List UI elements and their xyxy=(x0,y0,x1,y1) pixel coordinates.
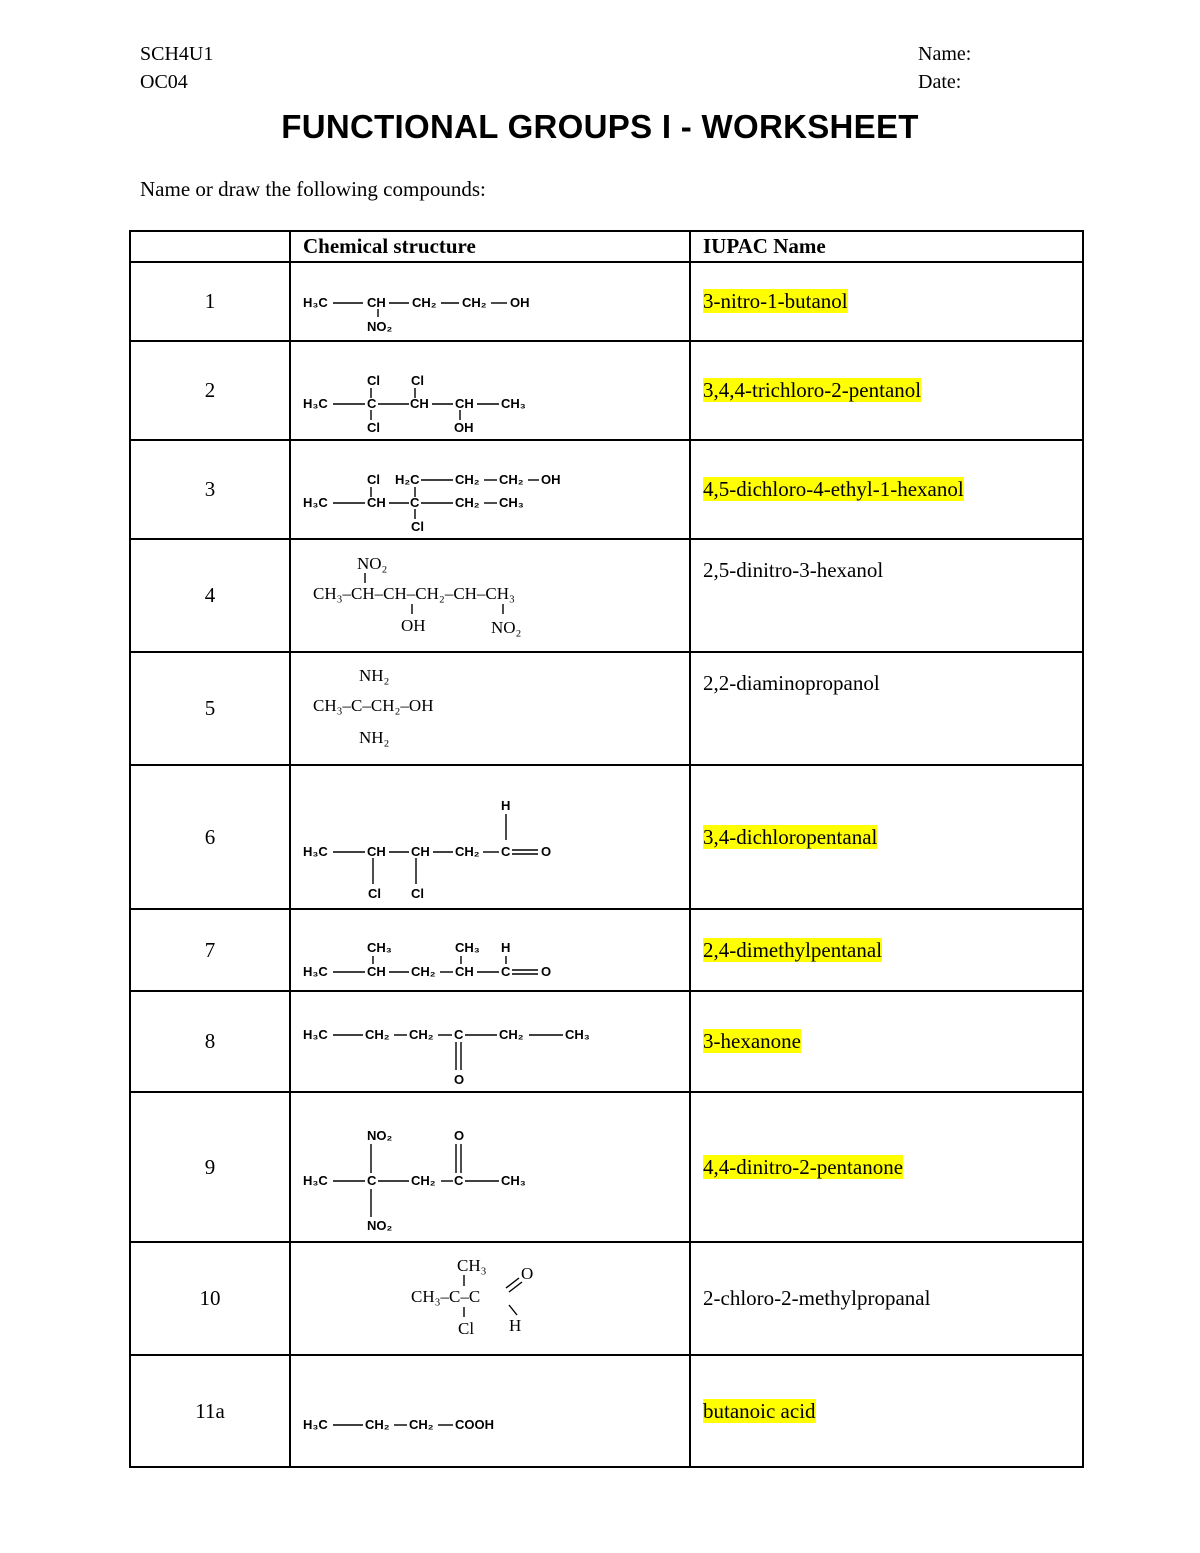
svg-text:CH₃–C–CH₂–OH: CH₃–C–CH₂–OH xyxy=(313,696,434,715)
answer-text: 3-nitro-1-butanol xyxy=(703,289,848,313)
svg-text:CH₃: CH₃ xyxy=(457,1256,487,1275)
svg-text:H₃C: H₃C xyxy=(303,295,328,310)
svg-text:C: C xyxy=(367,1173,377,1188)
answer-text: 4,4-dinitro-2-pentanone xyxy=(703,1154,904,1179)
structure-drawing-3 xyxy=(291,441,687,538)
date-label: Date: xyxy=(918,71,962,93)
structure-drawing-11a xyxy=(291,1356,687,1466)
svg-text:COOH: COOH xyxy=(455,1417,494,1432)
svg-text:H₃C: H₃C xyxy=(303,396,328,411)
svg-text:OH: OH xyxy=(541,472,561,487)
svg-text:CH: CH xyxy=(410,396,429,411)
svg-text:CH₂: CH₂ xyxy=(409,1417,434,1432)
svg-text:Cl: Cl xyxy=(367,420,380,435)
row-number: 8 xyxy=(130,991,290,1092)
chemical-structure xyxy=(290,765,690,909)
column-header-structure: Chemical structure xyxy=(290,231,690,262)
table-row xyxy=(130,262,1083,341)
row-number: 10 xyxy=(130,1242,290,1355)
svg-text:Cl: Cl xyxy=(368,886,381,901)
svg-text:H: H xyxy=(501,798,511,813)
svg-text:H₂C: H₂C xyxy=(395,472,420,487)
svg-text:NO₂: NO₂ xyxy=(367,1128,393,1143)
svg-text:NH₂: NH₂ xyxy=(359,666,390,685)
answer-text: 2,4-dimethylpentanal xyxy=(703,937,883,962)
svg-text:NO₂: NO₂ xyxy=(367,319,393,334)
structure-drawing-10 xyxy=(291,1243,687,1354)
page-title: FUNCTIONAL GROUPS I - WORKSHEET xyxy=(281,108,919,145)
table-row xyxy=(130,1092,1083,1242)
chemical-structure xyxy=(290,652,690,765)
name-label: Name: xyxy=(918,43,972,65)
svg-text:CH: CH xyxy=(367,295,386,310)
svg-text:CH₂: CH₂ xyxy=(455,495,480,510)
row-number: 5 xyxy=(130,652,290,765)
svg-text:CH₂: CH₂ xyxy=(365,1027,390,1042)
svg-text:CH₂: CH₂ xyxy=(499,472,524,487)
svg-text:H: H xyxy=(501,940,511,955)
svg-text:O: O xyxy=(454,1072,465,1087)
structure-drawing-1 xyxy=(291,263,687,340)
svg-text:H₃C: H₃C xyxy=(303,964,328,979)
chemical-structure xyxy=(290,539,690,652)
student-fields xyxy=(918,40,971,96)
structure-drawing-5 xyxy=(291,653,687,764)
svg-text:Cl: Cl xyxy=(411,519,424,534)
svg-text:CH₂: CH₂ xyxy=(365,1417,390,1432)
row-number: 7 xyxy=(130,909,290,991)
column-header-number xyxy=(130,231,290,262)
svg-text:CH₂: CH₂ xyxy=(412,295,437,310)
svg-text:CH₂: CH₂ xyxy=(462,295,487,310)
answer-text: 2-chloro-2-methylpropanal xyxy=(703,1286,931,1310)
instructions: Name or draw the following compounds: xyxy=(140,177,486,201)
svg-text:CH: CH xyxy=(411,844,430,859)
svg-text:Cl: Cl xyxy=(411,373,424,388)
svg-text:C: C xyxy=(501,844,511,859)
svg-text:H₃C: H₃C xyxy=(303,495,328,510)
table-header-row xyxy=(130,231,1083,262)
worksheet-table xyxy=(129,230,1084,1468)
column-header-name: IUPAC Name xyxy=(690,231,1083,262)
svg-text:Cl: Cl xyxy=(458,1319,475,1338)
iupac-name xyxy=(690,909,1083,991)
svg-text:Cl: Cl xyxy=(411,886,424,901)
structure-drawing-8 xyxy=(291,992,687,1091)
answer-text: 2,2-diaminopropanol xyxy=(703,671,880,695)
svg-text:H: H xyxy=(509,1316,522,1335)
svg-text:C: C xyxy=(410,495,420,510)
iupac-name xyxy=(690,539,1083,652)
iupac-name xyxy=(690,765,1083,909)
svg-text:O: O xyxy=(521,1264,534,1283)
svg-text:H₃C: H₃C xyxy=(303,1417,328,1432)
iupac-name xyxy=(690,991,1083,1092)
row-number: 1 xyxy=(130,262,290,341)
svg-text:H₃C: H₃C xyxy=(303,1173,328,1188)
svg-text:O: O xyxy=(454,1128,465,1143)
chemical-structure xyxy=(290,1355,690,1467)
row-number: 4 xyxy=(130,539,290,652)
row-number: 6 xyxy=(130,765,290,909)
svg-text:C: C xyxy=(454,1027,464,1042)
svg-text:CH₃: CH₃ xyxy=(455,940,480,955)
answer-text: butanoic acid xyxy=(703,1398,816,1423)
svg-text:OH: OH xyxy=(401,616,426,635)
iupac-name xyxy=(690,1355,1083,1467)
chemical-structure xyxy=(290,991,690,1092)
table-row xyxy=(130,341,1083,440)
iupac-name xyxy=(690,1092,1083,1242)
course-code: SCH4U1 xyxy=(140,43,214,65)
answer-text: 3,4,4-trichloro-2-pentanol xyxy=(703,378,922,402)
structure-drawing-9 xyxy=(291,1093,687,1241)
svg-text:NO₂: NO₂ xyxy=(357,554,388,573)
chemical-structure xyxy=(290,262,690,341)
answer-text: 3-hexanone xyxy=(703,1029,801,1053)
svg-text:CH: CH xyxy=(367,964,386,979)
svg-text:CH₃: CH₃ xyxy=(501,396,526,411)
iupac-name xyxy=(690,440,1083,539)
chemical-structure xyxy=(290,440,690,539)
svg-text:CH₃: CH₃ xyxy=(565,1027,590,1042)
structure-drawing-7 xyxy=(291,910,687,990)
row-number: 2 xyxy=(130,341,290,440)
svg-text:CH₃: CH₃ xyxy=(501,1173,526,1188)
iupac-name xyxy=(690,341,1083,440)
iupac-name xyxy=(690,262,1083,341)
chemical-structure xyxy=(290,341,690,440)
table-row xyxy=(130,539,1083,652)
unit-code: OC04 xyxy=(140,71,188,93)
row-number: 3 xyxy=(130,440,290,539)
table-row xyxy=(130,765,1083,909)
table-row xyxy=(130,991,1083,1092)
svg-text:OH: OH xyxy=(510,295,530,310)
chemical-structure xyxy=(290,1242,690,1355)
svg-text:O: O xyxy=(541,964,552,979)
svg-text:H₃C: H₃C xyxy=(303,1027,328,1042)
answer-text: 4,5-dichloro-4-ethyl-1-hexanol xyxy=(703,477,964,501)
svg-text:O: O xyxy=(541,844,552,859)
svg-text:CH₃: CH₃ xyxy=(499,495,524,510)
iupac-name xyxy=(690,652,1083,765)
structure-drawing-6 xyxy=(291,766,687,908)
table-row xyxy=(130,909,1083,991)
svg-text:CH₂: CH₂ xyxy=(455,844,480,859)
svg-text:CH₃: CH₃ xyxy=(367,940,392,955)
svg-text:NH₂: NH₂ xyxy=(359,728,390,747)
svg-text:CH: CH xyxy=(367,495,386,510)
svg-text:Cl: Cl xyxy=(367,472,380,487)
svg-text:C: C xyxy=(501,964,511,979)
table-row xyxy=(130,1242,1083,1355)
svg-text:C: C xyxy=(454,1173,464,1188)
answer-text: 2,5-dinitro-3-hexanol xyxy=(703,558,884,582)
svg-text:CH: CH xyxy=(455,964,474,979)
structure-drawing-2 xyxy=(291,342,687,439)
chemical-structure xyxy=(290,1092,690,1242)
svg-text:CH₃–C–C: CH₃–C–C xyxy=(411,1287,481,1306)
svg-text:NO₂: NO₂ xyxy=(367,1218,393,1233)
svg-text:CH₂: CH₂ xyxy=(411,1173,436,1188)
table-row xyxy=(130,652,1083,765)
svg-text:CH₂: CH₂ xyxy=(409,1027,434,1042)
svg-text:CH₃–CH–CH–CH₂–CH–CH₃: CH₃–CH–CH–CH₂–CH–CH₃ xyxy=(313,584,515,603)
svg-text:H₃C: H₃C xyxy=(303,844,328,859)
svg-text:CH₂: CH₂ xyxy=(499,1027,524,1042)
svg-text:CH₂: CH₂ xyxy=(455,472,480,487)
table-row xyxy=(130,440,1083,539)
svg-text:CH: CH xyxy=(367,844,386,859)
row-number: 9 xyxy=(130,1092,290,1242)
svg-text:CH₂: CH₂ xyxy=(411,964,436,979)
course-header xyxy=(140,40,213,96)
structure-drawing-4 xyxy=(291,540,687,651)
svg-text:C: C xyxy=(367,396,377,411)
table-row xyxy=(130,1355,1083,1467)
svg-text:OH: OH xyxy=(454,420,474,435)
svg-text:NO₂: NO₂ xyxy=(491,618,522,637)
row-number: 11a xyxy=(130,1355,290,1467)
answer-text: 3,4-dichloropentanal xyxy=(703,824,878,849)
svg-text:CH: CH xyxy=(455,396,474,411)
iupac-name xyxy=(690,1242,1083,1355)
chemical-structure xyxy=(290,909,690,991)
svg-text:Cl: Cl xyxy=(367,373,380,388)
